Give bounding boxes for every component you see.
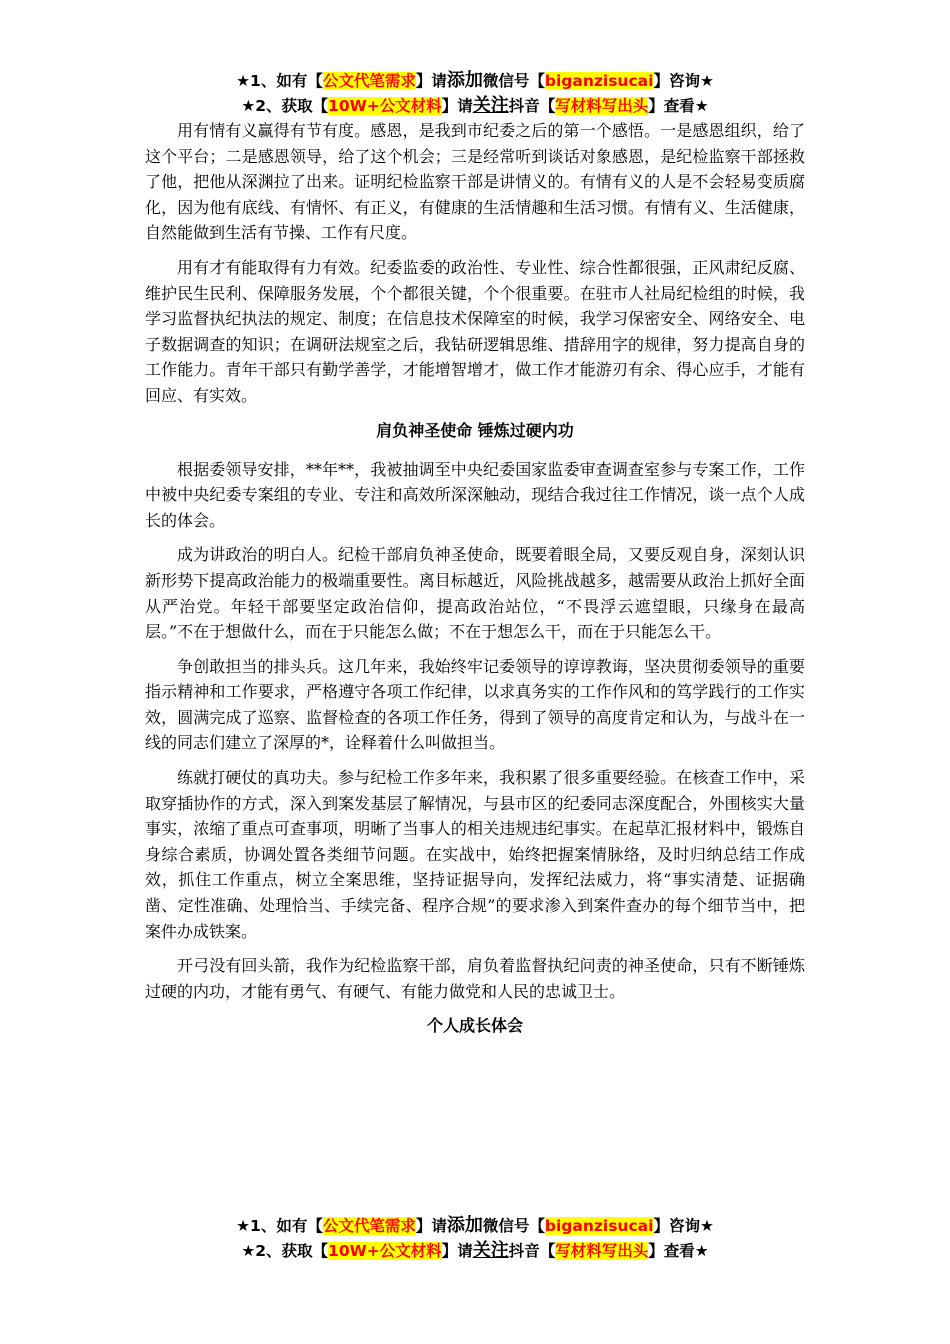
banner-text: 】查看★ xyxy=(648,97,709,115)
banner-text: 微信号【 xyxy=(482,1217,545,1235)
section-heading-2: 个人成长体会 xyxy=(426,1016,523,1036)
banner-text: 】咨询★ xyxy=(653,1217,714,1235)
paragraph-5: 争创敢担当的排头兵。这几年来，我始终牢记委领导的谆谆教诲，坚决贯彻委领导的重要指示精神和工作要求，严格遵守各项工作纪律，以求真务实的工作作风和的笃学践行的工作实效，圆满完成了巡察、监督检查的各项工作任务，得到了领导的高度肯定和认为，与战斗在一线的同志们建立了深厚的*，诠释着什么叫做担当。 xyxy=(145,656,805,753)
paragraph-4: 成为讲政治的明白人。纪检干部肩负神圣使命，既要着眼全局，又要反观自身，深刻认识新形势下提高政治能力的极端重要性。离目标越近，风险挑战越多，越需要从政治上抓好全面从严治党。年轻干部要坚定政治信仰，提高政治站位，“不畏浮云遮望眼，只缘身在最高层。”不在于想做什么，而在于只能怎么做；不在于想怎么干，而在于只能怎么干。 xyxy=(145,545,805,642)
banner-highlight-service: 公文代笔需求 xyxy=(322,1217,416,1235)
top-banner xyxy=(0,68,950,118)
banner-emphasis: 关注 xyxy=(472,95,509,116)
bottom-banner xyxy=(0,1213,950,1263)
banner-line-1 xyxy=(0,1213,950,1238)
banner-text: 】咨询★ xyxy=(653,72,714,90)
paragraph-3: 根据委领导安排，**年**，我被抽调至中央纪委国家监委审查调查室参与专案工作，工作中被中央纪委专案组的专业、专注和高效所深深触动，现结合我过往工作情况，谈一点个人成长的体会。 xyxy=(145,459,805,530)
banner-text: 】请 xyxy=(441,1242,473,1260)
banner-highlight-materials: 10W+公文材料 xyxy=(328,97,442,115)
banner-emphasis: 添加 xyxy=(446,1215,483,1236)
paragraph-6: 练就打硬仗的真功夫。参与纪检工作多年来，我积累了很多重要经验。在核查工作中，采取穿插协作的方式，深入到案发基层了解情况，与县市区的纪委同志深度配合，外围核实大量事实，浓缩了重点可查事项，明晰了当事人的相关违规违纪事实。在起草汇报材料中，锻炼自身综合素质，协调处置各类细节问题。在实战中，始终把握案情脉络，及时归纳总结工作成效，抓住工作重点，树立全案思维，坚持证据导向，发挥纪法威力，将“事实清楚、证据确凿、定性准确、处理恰当、手续完备、程序合规”的要求渗入到案件查办的每个细节当中，把案件办成铁案。 xyxy=(145,768,805,941)
document-body xyxy=(145,118,805,1052)
banner-highlight-wechat-id: biganzisucai xyxy=(544,72,654,90)
banner-text: 微信号【 xyxy=(482,72,545,90)
banner-highlight-service: 公文代笔需求 xyxy=(322,72,416,90)
banner-highlight-materials: 10W+公文材料 xyxy=(328,1242,442,1260)
paragraph-1: 用有情有义赢得有节有度。感恩，是我到市纪委之后的第一个感悟。一是感恩组织，给了这个平台；二是感恩领导，给了这个机会；三是经常听到谈话对象感恩，是纪检监察干部拯救了他，把他从深渊拉了出来。证明纪检监察干部是讲情义的。有情有义的人是不会轻易变质腐化，因为他有底线、有情怀、有正义，有健康的生活情趣和生活习惯。有情有义、生活健康，自然能做到生活有节操、工作有尺度。 xyxy=(145,121,805,243)
section-heading-1: 肩负神圣使命 锤炼过硬内功 xyxy=(376,420,574,440)
banner-emphasis: 添加 xyxy=(446,70,483,91)
banner-line-2 xyxy=(0,1238,950,1263)
banner-text: 】请 xyxy=(415,1217,447,1235)
banner-text: ★1、如有【 xyxy=(236,72,323,90)
banner-text: 】请 xyxy=(441,97,473,115)
banner-text: 】查看★ xyxy=(648,1242,709,1260)
banner-highlight-wechat-id: biganzisucai xyxy=(544,1217,654,1235)
banner-line-1 xyxy=(0,68,950,93)
banner-text: 抖音【 xyxy=(508,97,556,115)
banner-highlight-douyin-id: 写材料写出头 xyxy=(555,1242,649,1260)
banner-emphasis: 关注 xyxy=(472,1240,509,1261)
paragraph-2: 用有才有能取得有力有效。纪委监委的政治性、专业性、综合性都很强，正风肃纪反腐、维护民生民利、保障服务发展，个个都很关键，个个很重要。在驻市人社局纪检组的时候，我学习监督执纪执法的规定、制度；在信息技术保障室的时候，我学习保密安全、网络安全、电子数据调查的知识；在调研法规室之后，我钻研逻辑思维、措辞用字的规律，努力提高自身的工作能力。青年干部只有勤学善学，才能增智增才，做工作才能游刃有余、得心应手，才能有回应、有实效。 xyxy=(145,257,805,405)
banner-text: ★2、获取【 xyxy=(241,97,329,115)
banner-text: 】请 xyxy=(415,72,447,90)
banner-text: ★2、获取【 xyxy=(241,1242,329,1260)
banner-line-2 xyxy=(0,93,950,118)
banner-text: 抖音【 xyxy=(508,1242,556,1260)
banner-highlight-douyin-id: 写材料写出头 xyxy=(555,97,649,115)
banner-text: ★1、如有【 xyxy=(236,1217,323,1235)
paragraph-7: 开弓没有回头箭，我作为纪检监察干部，肩负着监督执纪问责的神圣使命，只有不断锤炼过硬的内功，才能有勇气、有硬气、有能力做党和人民的忠诚卫士。 xyxy=(145,956,805,1001)
